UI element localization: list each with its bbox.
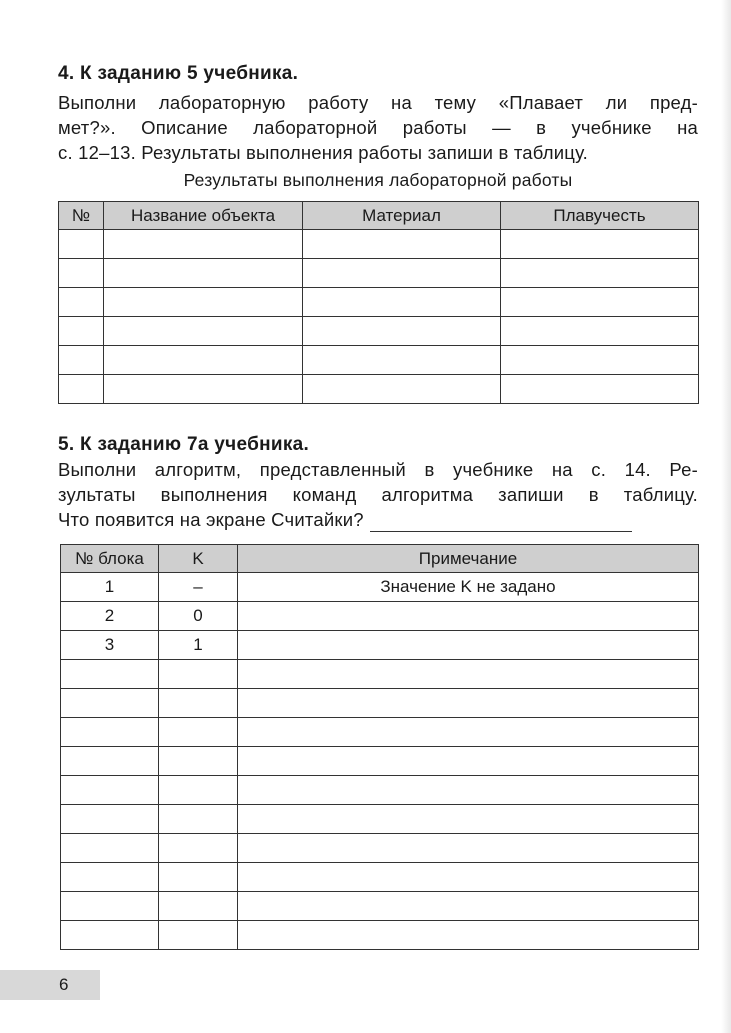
table-cell[interactable] <box>159 921 238 950</box>
col-header-material: Материал <box>303 202 501 230</box>
page-number-box <box>0 970 100 1000</box>
task-5-line: зультаты выполнения команд алгоритма запиши в таблицу. <box>58 484 698 505</box>
table-cell[interactable] <box>61 776 159 805</box>
table-cell[interactable]: 2 <box>61 602 159 631</box>
table-cell[interactable] <box>303 230 501 259</box>
table-cell[interactable] <box>59 317 104 346</box>
lab-table-caption: Результаты выполнения лабораторной работы <box>183 170 573 190</box>
table-cell[interactable] <box>501 230 699 259</box>
table-cell[interactable] <box>59 259 104 288</box>
table-cell[interactable] <box>238 602 699 631</box>
table-cell[interactable] <box>501 288 699 317</box>
table-row <box>59 317 699 346</box>
table-cell[interactable] <box>104 288 303 317</box>
table-row <box>61 573 699 602</box>
table-row <box>61 602 699 631</box>
table-cell[interactable] <box>238 718 699 747</box>
table-row <box>61 921 699 950</box>
task-4-line: Выполни лабораторную работу на тему «Плавает ли пред- <box>58 92 698 113</box>
table-cell[interactable] <box>159 863 238 892</box>
task-4-line: мет?». Описание лабораторной работы — в учебнике на <box>58 117 698 138</box>
table-cell[interactable]: 3 <box>61 631 159 660</box>
table-cell[interactable] <box>238 921 699 950</box>
table-cell[interactable] <box>159 805 238 834</box>
task-5-title: 5. К заданию 7а учебника. <box>58 434 310 455</box>
table-cell[interactable] <box>303 288 501 317</box>
table-cell[interactable] <box>104 230 303 259</box>
table-cell[interactable] <box>61 921 159 950</box>
table-cell[interactable] <box>303 317 501 346</box>
table-cell[interactable] <box>159 718 238 747</box>
lab-results-table <box>58 201 699 404</box>
col-header-k: K <box>159 545 238 573</box>
table-cell[interactable] <box>303 259 501 288</box>
table-cell[interactable] <box>61 834 159 863</box>
table-cell[interactable] <box>59 288 104 317</box>
page-number: 6 <box>59 975 69 994</box>
algorithm-results-table <box>60 544 699 950</box>
table-cell[interactable] <box>238 805 699 834</box>
table-row <box>59 259 699 288</box>
table-cell[interactable] <box>59 375 104 404</box>
table-cell[interactable] <box>501 317 699 346</box>
col-header-buoyancy: Плавучесть <box>501 202 699 230</box>
table-cell[interactable] <box>61 747 159 776</box>
table-cell[interactable]: Значение K не задано <box>238 573 699 602</box>
answer-line[interactable] <box>370 511 632 532</box>
table-row <box>61 776 699 805</box>
table-cell[interactable] <box>61 689 159 718</box>
table-cell[interactable] <box>303 375 501 404</box>
table-cell[interactable] <box>501 259 699 288</box>
table-row <box>59 375 699 404</box>
table-cell[interactable] <box>61 660 159 689</box>
col-header-note: Примечание <box>238 545 699 573</box>
table-cell[interactable] <box>303 346 501 375</box>
table-cell[interactable] <box>238 747 699 776</box>
table-cell[interactable] <box>159 747 238 776</box>
col-header-object-name: Название объекта <box>104 202 303 230</box>
table-cell[interactable] <box>61 863 159 892</box>
table-cell[interactable] <box>59 346 104 375</box>
table-cell[interactable]: – <box>159 573 238 602</box>
table-cell[interactable] <box>238 834 699 863</box>
table-cell[interactable] <box>238 631 699 660</box>
task-5-line: Выполни алгоритм, представленный в учебнике на с. 14. Ре- <box>58 459 698 480</box>
table-row <box>61 863 699 892</box>
table-cell[interactable] <box>501 346 699 375</box>
page-edge-shadow <box>721 0 731 1033</box>
table-row <box>61 834 699 863</box>
table-row <box>59 288 699 317</box>
table-cell[interactable] <box>238 689 699 718</box>
table-cell[interactable] <box>104 375 303 404</box>
col-header-number: № <box>59 202 104 230</box>
table-cell[interactable] <box>61 805 159 834</box>
table-cell[interactable] <box>159 776 238 805</box>
table-row <box>61 805 699 834</box>
table-row <box>61 689 699 718</box>
question-text: Что появится на экране Считайки? <box>58 509 364 530</box>
table-row <box>61 747 699 776</box>
table-cell[interactable] <box>159 660 238 689</box>
table-cell[interactable] <box>159 834 238 863</box>
table-row <box>61 892 699 921</box>
table-cell[interactable] <box>159 689 238 718</box>
task-5-question-line <box>58 507 698 532</box>
table-cell[interactable] <box>501 375 699 404</box>
table-row <box>59 346 699 375</box>
table-cell[interactable]: 0 <box>159 602 238 631</box>
table-cell[interactable] <box>238 892 699 921</box>
task-4-line: с. 12–13. Результаты выполнения работы запиши в таблицу. <box>58 142 589 163</box>
table-cell[interactable]: 1 <box>61 573 159 602</box>
table-cell[interactable] <box>238 776 699 805</box>
table-cell[interactable] <box>104 317 303 346</box>
table-header-row <box>61 545 699 573</box>
task-4-text <box>58 90 698 165</box>
task-5-text <box>58 457 698 532</box>
table-cell[interactable] <box>104 259 303 288</box>
col-header-block-number: № блока <box>61 545 159 573</box>
table-row <box>59 230 699 259</box>
task-4-title: 4. К заданию 5 учебника. <box>58 63 299 84</box>
table-cell[interactable] <box>59 230 104 259</box>
table-row <box>61 660 699 689</box>
table-cell[interactable] <box>104 346 303 375</box>
table-row <box>61 631 699 660</box>
table-cell[interactable] <box>238 863 699 892</box>
table-cell[interactable]: 1 <box>159 631 238 660</box>
table-cell[interactable] <box>238 660 699 689</box>
table-header-row <box>59 202 699 230</box>
table-row <box>61 718 699 747</box>
table-cell[interactable] <box>61 892 159 921</box>
table-cell[interactable] <box>159 892 238 921</box>
table-cell[interactable] <box>61 718 159 747</box>
